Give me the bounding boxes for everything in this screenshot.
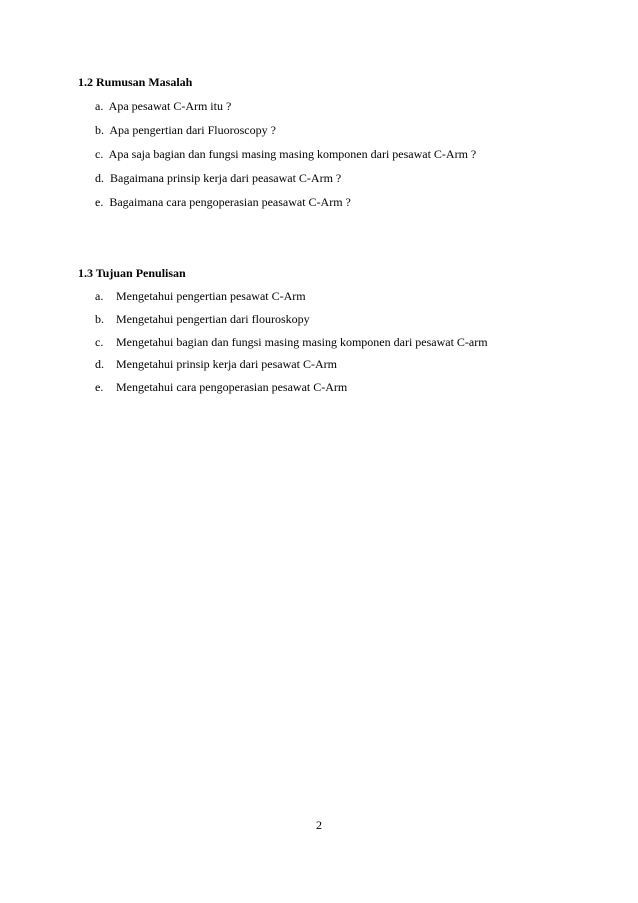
list-item-text: Apa pengertian dari Fluoroscopy ? <box>109 123 276 137</box>
list-item <box>95 98 476 114</box>
list-item-text: Apa pesawat C-Arm itu ? <box>108 99 232 113</box>
list-marker: d. <box>95 171 104 185</box>
section-heading-tujuan-penulisan: 1.3 Tujuan Penulisan <box>78 266 186 280</box>
list-item <box>95 311 488 327</box>
list-item-text: Mengetahui pengertian pesawat C-Arm <box>116 289 306 303</box>
list-item <box>95 288 488 304</box>
list-marker: b. <box>95 123 104 137</box>
list-item <box>95 334 488 350</box>
rumusan-masalah-list <box>95 98 476 218</box>
list-item-text: Mengetahui bagian dan fungsi masing masing komponen dari pesawat C-arm <box>116 334 488 349</box>
list-item <box>95 356 488 372</box>
list-marker: e. <box>95 195 104 209</box>
list-item <box>95 146 476 162</box>
list-item <box>95 379 488 395</box>
list-item <box>95 170 476 186</box>
list-item <box>95 194 476 210</box>
list-item-text: Bagaimana cara pengoperasian peasawat C-Arm ? <box>109 195 351 209</box>
tujuan-penulisan-list <box>95 288 488 402</box>
list-marker: c. <box>95 334 104 349</box>
list-marker: d. <box>95 357 104 372</box>
list-item-text: Mengetahui pengertian dari flouroskopy <box>116 311 310 326</box>
page-number: 2 <box>316 818 322 832</box>
list-item-text: Apa saja bagian dan fungsi masing masing komponen dari pesawat C-Arm ? <box>108 147 477 161</box>
section-heading-rumusan-masalah: 1.2 Rumusan Masalah <box>78 75 193 89</box>
list-marker: e. <box>95 380 104 395</box>
list-item-text: Mengetahui prinsip kerja dari pesawat C-Arm <box>116 357 337 372</box>
list-item <box>95 122 476 138</box>
list-item-text: Mengetahui cara pengoperasian pesawat C-Arm <box>116 380 348 395</box>
list-marker: b. <box>95 311 104 326</box>
list-marker: c. <box>95 147 104 161</box>
list-marker: a. <box>95 289 104 303</box>
list-marker: a. <box>95 99 104 113</box>
list-item-text: Bagaimana prinsip kerja dari peasawat C-Arm ? <box>110 171 342 185</box>
